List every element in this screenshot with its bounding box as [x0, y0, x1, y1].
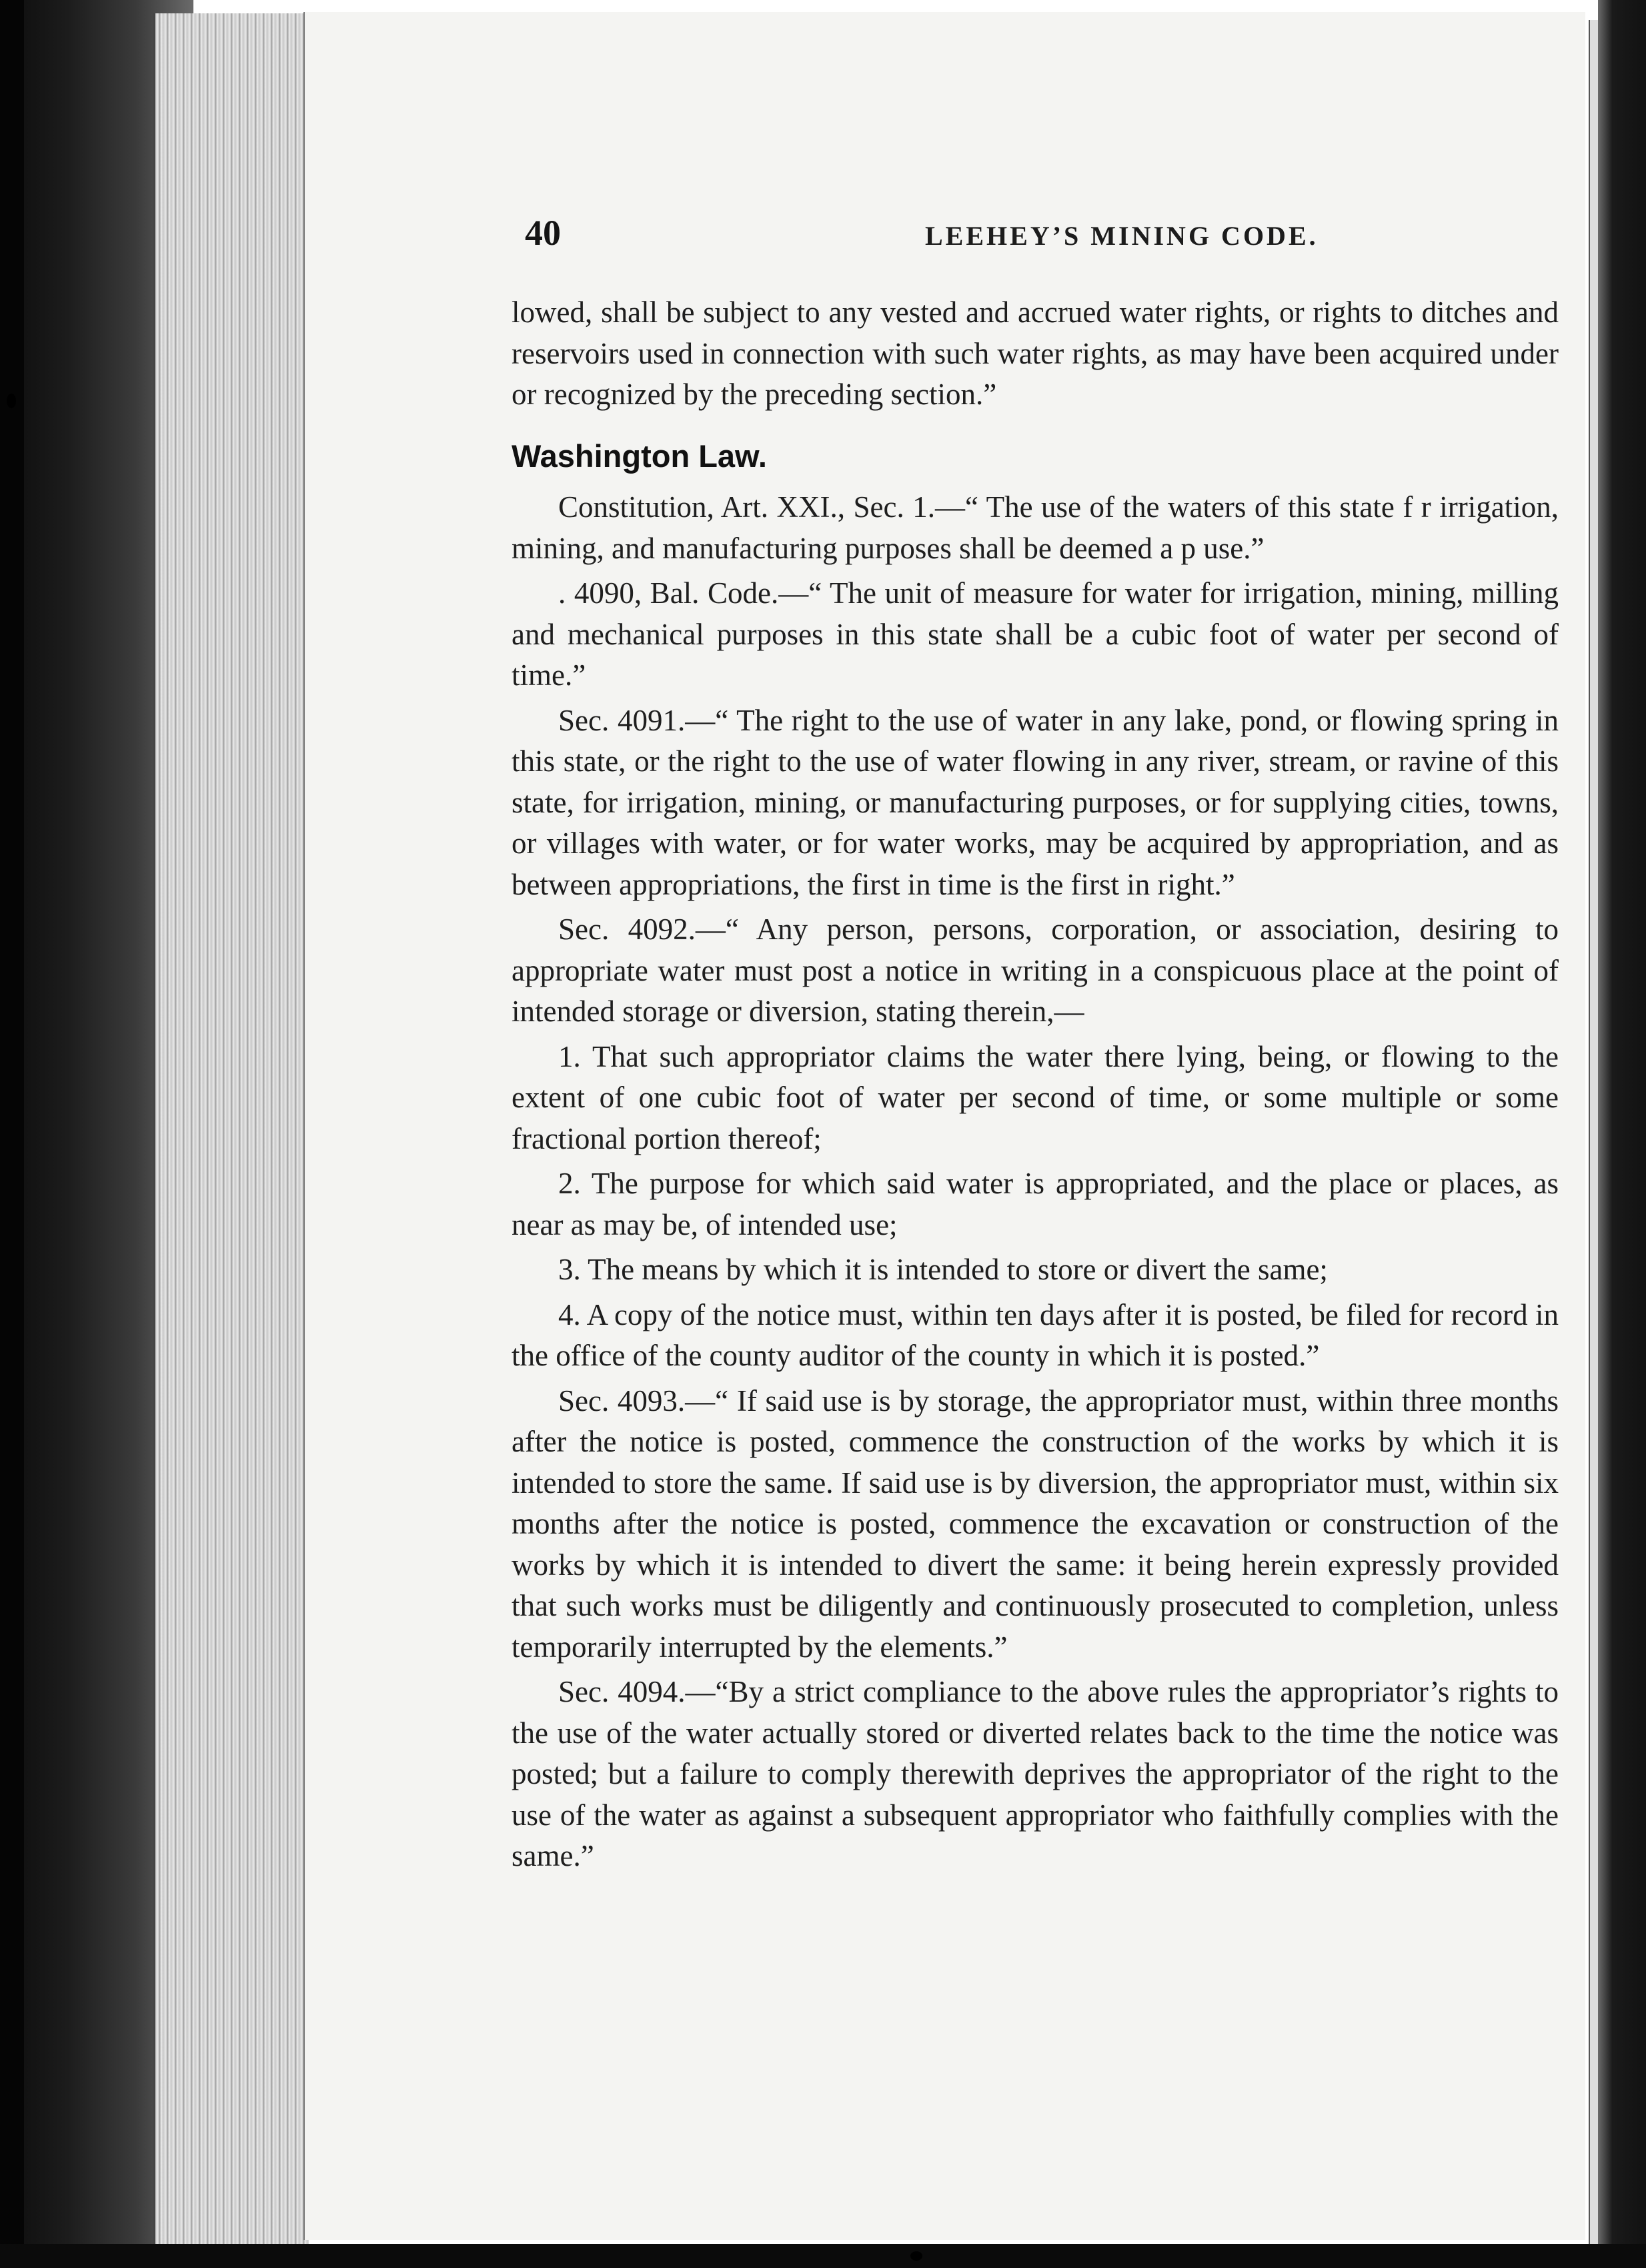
paragraph-sec-4093: Sec. 4093.—“ If said use is by storage, the appropriator must, within three months after the notice is posted, commence the construction of the works by which it is intended to store the same. If said use is by diversion, the appropriator must, within six months after the notice is posted, commence the excavation or construction of the works by which it is intended to divert the same: it being herein expressly provided that such works must be diligently and continuously prosecuted to completion, unless temporarily interrupted by the elements.” [512, 1383, 1559, 1664]
section-heading: Washington Law. [512, 438, 767, 474]
book-page [303, 12, 1585, 2240]
scan-speck [7, 394, 16, 408]
page-body [512, 292, 1559, 1881]
list-item-1: 1. That such appropriator claims the water there lying, being, or flowing to the extent of one cubic foot of water per second of time, or some multiple or some fractional portion thereof; [512, 1039, 1559, 1155]
list-item-2: 2. The purpose for which said water is appropriated, and the place or places, as near as may be, of intended use; [512, 1167, 1559, 1241]
scan-background-right [1598, 0, 1646, 2268]
book-binding-edge [0, 0, 24, 2268]
continuation-paragraph: lowed, shall be subject to any vested and accrued water rights, or rights to ditches and reservoirs used in connection with such water rights, as may have been acquired under or recognized by the preceding section.” [512, 296, 1559, 411]
list-item-3: 3. The means by which it is intended to store or divert the same; [558, 1253, 1328, 1286]
paragraph-sec-4094: Sec. 4094.—“By a strict compliance to the above rules the appropriator’s rights to the use of the water actually stored or diverted relates back to the time the notice was posted; but a failure to comply therewith deprives the appropriator of the right to the use of the water as against a subsequent appropriator who faithfully complies with the same.” [512, 1675, 1559, 1872]
paragraph-constitution: Constitution, Art. XXI., Sec. 1.—“ The use of the waters of this state f r irrigation, mining, and manufacturing purposes shall be deemed a p use.” [512, 490, 1559, 565]
paragraph-sec-4090: . 4090, Bal. Code.—“ The unit of measure for water for irrigation, mining, milling and mechanical purposes in this state shall be a cubic foot of water per second of time.” [512, 576, 1559, 692]
page-number: 40 [525, 213, 561, 253]
page-edges [153, 13, 309, 2255]
page-header [525, 212, 1565, 265]
list-item-4: 4. A copy of the notice must, within ten days after it is posted, be filed for record in the office of the county auditor of the county in which it is posted.” [512, 1297, 1559, 1372]
paragraph-sec-4091: Sec. 4091.—“ The right to the use of water in any lake, pond, or flowing spring in this state, or the right to the use of water flowing in any river, stream, or ravine of this state, for irrigation, mining, or manufacturing purposes, or for supplying cities, towns, or villages with water, or for water works, may be acquired by appropriation, and as between appropriations, the first in time is the first in right.” [512, 703, 1559, 901]
facing-page-edge [1589, 20, 1598, 2248]
scan-bottom-edge [0, 2244, 1646, 2268]
paragraph-sec-4092: Sec. 4092.—“ Any person, persons, corporation, or association, desiring to appropriate water must post a notice in writing in a conspicuous place at the point of intended storage or diversion, stating therein,— [512, 913, 1559, 1028]
scan-speck [910, 2251, 922, 2261]
running-head: LEEHEY’S MINING CODE. [925, 221, 1319, 251]
